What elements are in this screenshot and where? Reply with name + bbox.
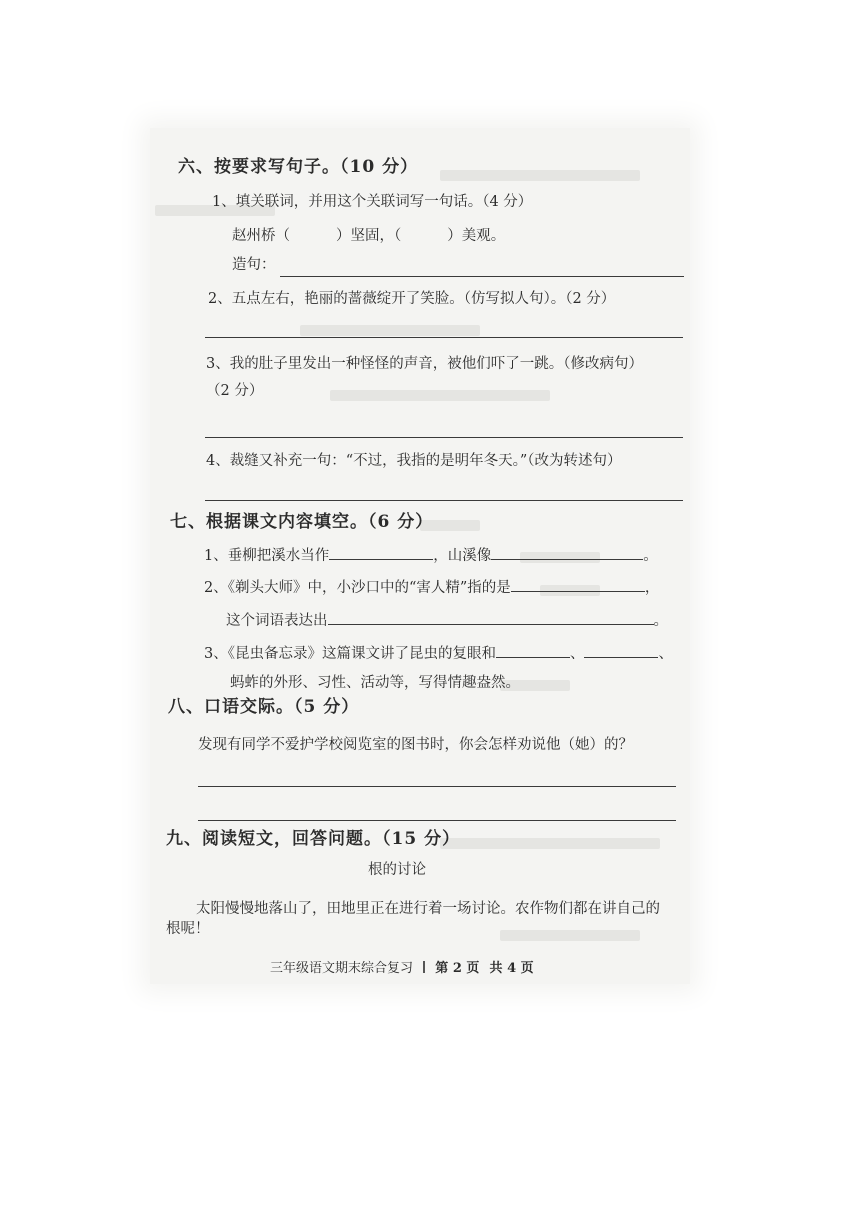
bleed-through-mark: [500, 930, 640, 941]
conjunction-blank-2[interactable]: [401, 226, 447, 240]
question-6-1-prompt: 1、填关联词，并用这个关联词写一句话。（4 分）: [212, 194, 533, 210]
answer-line[interactable]: [205, 337, 683, 338]
fill-blank[interactable]: [491, 545, 643, 560]
question-7-3-continued: 蚂蚱的外形、习性、活动等，写得情趣盎然。: [230, 675, 520, 691]
question-8-prompt: 发现有同学不爱护学校阅览室的图书时，你会怎样劝说他（她）的？: [198, 737, 633, 753]
question-6-1-sentence: [232, 226, 505, 245]
answer-line[interactable]: [205, 500, 683, 501]
section-heading-9: 九、阅读短文，回答问题。（15 分）: [166, 829, 461, 849]
fill-text: ，: [644, 580, 660, 596]
fill-text: 3、《昆虫备忘录》这篇课文讲了昆虫的复眼和: [204, 646, 496, 662]
footer-label: 三年级语文期末综合复习: [270, 961, 414, 976]
fill-text: 。: [643, 548, 658, 564]
question-7-1: [204, 545, 658, 565]
sentence-part: 赵州桥（: [232, 228, 290, 244]
page-footer: [270, 960, 534, 978]
fill-blank[interactable]: [328, 610, 654, 625]
fill-blank[interactable]: [329, 545, 433, 560]
question-6-3-prompt: 3、我的肚子里发出一种怪怪的声音，被他们吓了一跳。（修改病句）: [206, 356, 643, 372]
bleed-through-mark: [330, 390, 550, 401]
footer-page: 第 2 页: [435, 961, 480, 976]
answer-line[interactable]: [198, 820, 676, 821]
fill-blank[interactable]: [496, 643, 570, 658]
bleed-through-mark: [440, 170, 640, 181]
fill-text: ，山溪像: [433, 548, 492, 564]
answer-line[interactable]: [205, 437, 683, 438]
answer-line[interactable]: [198, 786, 676, 787]
section-heading-7: 七、根据课文内容填空。（6 分）: [170, 512, 434, 532]
question-7-3: [204, 643, 673, 663]
fill-blank[interactable]: [584, 643, 658, 658]
make-sentence-label: 造句：: [232, 257, 276, 273]
fill-text: 2、《剃头大师》中，小沙口中的“害人精”指的是: [204, 580, 511, 596]
question-6-4-prompt: 4、裁缝又补充一句：“不过，我指的是明年冬天。”（改为转述句）: [206, 453, 622, 469]
conjunction-blank-1[interactable]: [290, 226, 336, 240]
question-6-3-points: （2 分）: [206, 383, 264, 399]
section-heading-8: 八、口语交际。（5 分）: [168, 697, 360, 717]
fill-text: 这个词语表达出: [226, 613, 328, 629]
fill-text: 、: [569, 646, 585, 662]
bleed-through-mark: [300, 325, 480, 336]
fill-blank[interactable]: [511, 577, 645, 592]
passage-line: 根呢！: [166, 921, 210, 937]
question-7-2: [204, 577, 659, 597]
answer-line[interactable]: [280, 276, 684, 277]
fill-text: 、: [658, 646, 673, 662]
footer-separator: [423, 961, 425, 973]
question-6-2-prompt: 2、五点左右，艳丽的蔷薇绽开了笑脸。（仿写拟人句）。（2 分）: [208, 291, 616, 307]
sentence-part: ）坚固，（: [336, 228, 402, 244]
fill-text: 。: [653, 613, 668, 629]
bleed-through-mark: [440, 838, 660, 849]
sentence-part: ）美观。: [447, 228, 506, 244]
passage-line: 太阳慢慢地落山了，田地里正在进行着一场讨论。农作物们都在讲自己的: [196, 901, 660, 917]
passage-title: 根的讨论: [368, 862, 426, 878]
footer-total: 共 4 页: [489, 961, 534, 976]
section-heading-6: 六、按要求写句子。（10 分）: [178, 157, 419, 177]
question-7-2-continued: [226, 610, 668, 630]
fill-text: 1、垂柳把溪水当作: [204, 548, 330, 564]
